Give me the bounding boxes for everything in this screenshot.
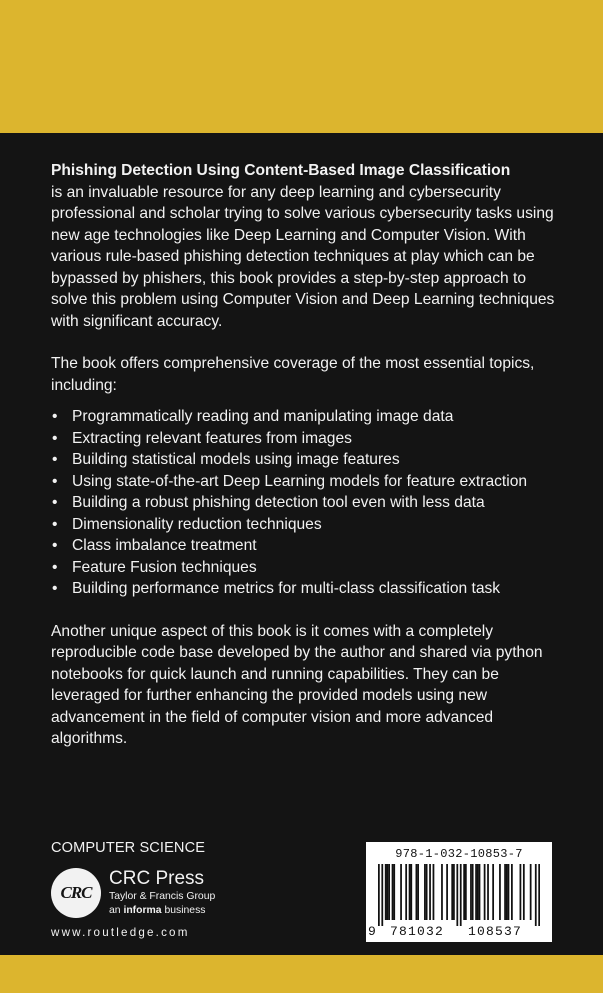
subject-category: COMPUTER SCIENCE [51, 840, 206, 856]
barcode-bar [470, 864, 472, 920]
back-cover-description [51, 160, 561, 750]
barcode-bar [465, 864, 467, 920]
barcode-bar [463, 864, 465, 920]
barcode-digits-left: 781032 [390, 924, 445, 939]
barcode-bar [508, 864, 510, 920]
top-color-band [0, 0, 603, 133]
barcode-bar [475, 864, 477, 920]
description-paragraph-1 [51, 160, 561, 332]
barcode-bar [523, 864, 525, 920]
barcode-bar [387, 864, 389, 920]
barcode-bar [451, 864, 453, 920]
barcode-bar [511, 864, 513, 920]
publisher-tagline [109, 905, 205, 916]
barcode-bar [410, 864, 412, 920]
list-item: • Using state-of-the-art Deep Learning models for feature extraction [51, 471, 561, 493]
list-item: • Feature Fusion techniques [51, 557, 561, 579]
tagline-suffix: business [164, 905, 206, 916]
barcode-bar [417, 864, 419, 920]
barcode-bar [460, 864, 462, 926]
barcode-bar [538, 864, 540, 926]
crc-logo-icon: CRC [51, 868, 101, 918]
barcode-bar [416, 864, 418, 920]
barcode-bar [492, 864, 494, 920]
tagline-brand: informa [123, 905, 162, 916]
barcode-digit-first: 9 [368, 924, 376, 939]
isbn-barcode [366, 842, 552, 942]
isbn-number: 978-1-032-10853-7 [395, 847, 523, 861]
barcode-bar [381, 864, 383, 926]
barcode-bar [487, 864, 489, 920]
barcode-bar [400, 864, 402, 920]
barcode-bar [506, 864, 508, 920]
barcode-bar [456, 864, 458, 926]
barcode-bar [484, 864, 486, 920]
list-item: • Building performance metrics for multi-class classification task [51, 578, 561, 600]
list-item: • Building statistical models using image features [51, 449, 561, 471]
barcode-bar [409, 864, 411, 920]
barcode-bar [530, 864, 532, 920]
publisher-name: CRC Press [109, 868, 205, 889]
barcode-bar [393, 864, 395, 920]
barcode-bar [446, 864, 448, 920]
description-text-1: is an invaluable resource for any deep learning and cybersecurity professional and scholar trying to solve various cybersecurity tasks using new age technologies like Deep Learning and Computer Vision. With various rule-based phishing detection techniques at play which can be bypassed by phishers, this book provides a step-by-step approach to solve this problem using Computer Vision and Deep Learning techniques with significant accuracy. [51, 183, 555, 330]
barcode-bar [479, 864, 481, 920]
list-item: • Programmatically reading and manipulating image data [51, 406, 561, 428]
barcode-bar [385, 864, 387, 920]
barcode-bars [378, 864, 540, 926]
barcode-bar [433, 864, 435, 920]
barcode-bar [388, 864, 390, 920]
bottom-color-band [0, 955, 603, 993]
tagline-prefix: an [109, 905, 121, 916]
topics-list [51, 406, 561, 600]
barcode-bar [378, 864, 380, 926]
barcode-bar [477, 864, 479, 920]
barcode-bar [472, 864, 474, 920]
barcode-bar [405, 864, 407, 920]
list-item: • Dimensionality reduction techniques [51, 514, 561, 536]
book-title: Phishing Detection Using Content-Based Image Classification [51, 162, 511, 179]
description-paragraph-2: The book offers comprehensive coverage of the most essential topics, including: [51, 355, 535, 394]
description-paragraph-3: Another unique aspect of this book is it comes with a completely reproducible code base developed by the author and shared via python notebooks for quick launch and running capabilities. They can be leveraged for further enhancing the provided models using new advancement in the field of computer vision and more advanced algorithms. [51, 622, 543, 747]
barcode-bar [424, 864, 426, 920]
barcode-bar [429, 864, 431, 920]
barcode-bar [426, 864, 428, 920]
list-item: • Extracting relevant features from images [51, 428, 561, 450]
publisher-website: www.routledge.com [51, 926, 190, 939]
barcode-bar [520, 864, 522, 920]
publisher-group: Taylor & Francis Group [109, 891, 216, 902]
barcode-bar [453, 864, 455, 920]
barcode-bar [504, 864, 506, 920]
list-item: • Class imbalance treatment [51, 535, 561, 557]
barcode-digits-right: 108537 [468, 924, 523, 939]
list-item: • Building a robust phishing detection tool even with less data [51, 492, 561, 514]
barcode-bar [535, 864, 537, 926]
barcode-bar [499, 864, 501, 920]
barcode-bar [441, 864, 443, 920]
publisher-logo [51, 866, 221, 920]
barcode-bar [392, 864, 394, 920]
